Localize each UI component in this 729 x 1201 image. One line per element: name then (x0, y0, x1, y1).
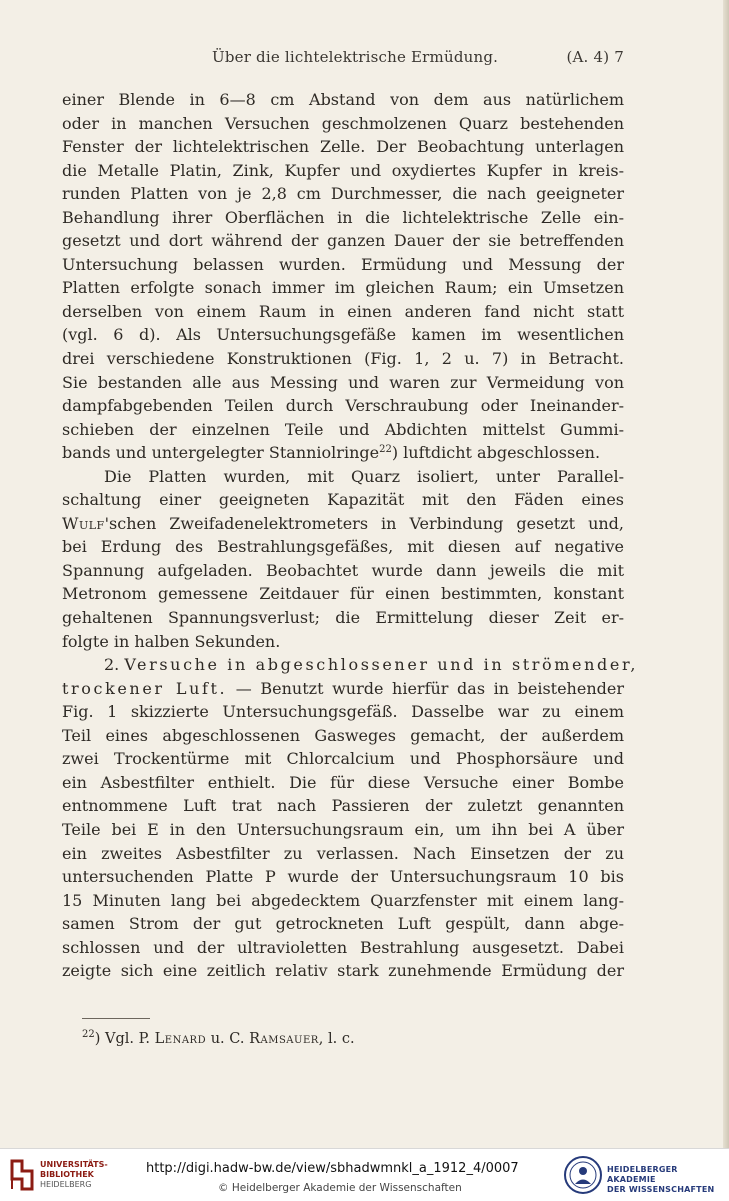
text-line: schlossen und der ultravioletten Bestrahlung ausgesetzt. Dabei (62, 937, 624, 957)
text-line: folgte in halben Sekunden. (62, 631, 281, 651)
text-line: Platten erfolgte sonach immer im gleichen Raum; ein Umsetzen (62, 278, 624, 298)
author-name: Wulf (62, 513, 105, 533)
text-line: 15 Minuten lang bei abgedecktem Quarzfenster mit einem lang- (62, 890, 624, 910)
text-line: schaltung einer geeigneten Kapazität mit den Fäden eines (62, 490, 624, 510)
academy-line: HEIDELBERGER AKADEMIE (607, 1165, 678, 1184)
text-line: bei Erdung des Bestrahlungsgefäßes, mit diesen auf negative (62, 537, 624, 557)
footnote-ref: 22 (379, 444, 392, 456)
text-line: dampfabgebenden Teilen durch Verschraubung oder Ineinander- (62, 396, 624, 416)
university-library-name (40, 1160, 108, 1190)
footnote-text: u. C. (206, 1031, 250, 1047)
section-heading: Versuche in abgeschlossener und in strömender, (124, 655, 639, 675)
text-line: Fenster der lichtelektrischen Zelle. Der Beobachtung unterlagen (62, 137, 624, 157)
text-segment: ) luftdicht abgeschlossen. (391, 443, 601, 463)
university-library-logo-icon (8, 1157, 36, 1193)
running-head (62, 48, 624, 70)
academy-name (607, 1165, 729, 1195)
text-line: entnommene Luft trat nach Passieren der zuletzt genannten (62, 796, 624, 816)
academy-line: DER WISSENSCHAFTEN (607, 1185, 715, 1194)
text-segment: bands und untergelegter Stanniolringe (62, 443, 380, 463)
text-line: Sie bestanden alle aus Messing und waren zur Vermeidung von (62, 372, 624, 392)
text-line: Teile bei E in den Untersuchungsraum ein, um ihn bei A über (62, 819, 624, 839)
library-line: HEIDELBERG (40, 1180, 92, 1189)
text-line: ein zweites Asbestfilter zu verlassen. Nach Einsetzen der zu (62, 843, 624, 863)
digitization-footer (0, 1148, 729, 1201)
source-url-link[interactable]: http://digi.hadw-bw.de/view/sbhadwmnkl_a_1912_4/0007 (146, 1161, 519, 1176)
section-heading-line (62, 653, 639, 677)
text-segment: — Benutzt wurde hierfür das in beistehender (227, 678, 624, 698)
text-line: Behandlung ihrer Oberflächen in die lichtelektrische Zelle ein- (62, 207, 624, 227)
text-line: die Metalle Platin, Zink, Kupfer und oxydiertes Kupfer in kreis- (62, 160, 624, 180)
text-line: Die Platten wurden, mit Quarz isoliert, unter Parallel- (104, 466, 624, 486)
text-line: oder in manchen Versuchen geschmolzenen Quarz bestehenden (62, 113, 624, 133)
text-line: ein Asbestfilter enthielt. Die für diese Versuche einer Bombe (62, 772, 624, 792)
section-heading: trockener Luft. (62, 678, 228, 698)
text-line: derselben von einem Raum in einen anderen fand nicht statt (62, 301, 624, 321)
footnote-text: ) Vgl. P. (94, 1031, 155, 1047)
text-line: zeigte sich eine zeitlich relativ stark zunehmende Ermüdung der (62, 961, 624, 981)
body-text (62, 88, 639, 983)
page-edge (723, 0, 729, 1148)
author-name: Ramsauer (249, 1031, 319, 1047)
text-line: gesetzt und dort während der ganzen Dauer der sie betreffenden (62, 231, 624, 251)
text-line: einer Blende in 6—8 cm Abstand von dem aus natürlichem (62, 90, 624, 109)
running-title: Über die lichtelektrische Ermüdung. (212, 48, 499, 66)
library-line: BIBLIOTHEK (40, 1170, 94, 1179)
page-number: (A. 4) 7 (566, 48, 624, 66)
copyright-notice: © Heidelberger Akademie der Wissenschaften (218, 1182, 462, 1194)
text-line: untersuchenden Platte P wurde der Untersuchungsraum 10 bis (62, 867, 624, 887)
text-line (62, 512, 624, 536)
footnote-rule (82, 1018, 150, 1019)
footnote (82, 1031, 622, 1047)
text-line: drei verschiedene Konstruktionen (Fig. 1, 2 u. 7) in Betracht. (62, 349, 624, 369)
text-segment: 'schen Zweifadenelektrometers in Verbindung gesetzt und, (104, 513, 624, 533)
text-line: gehaltenen Spannungsverlust; die Ermittelung dieser Zeit er- (62, 608, 624, 628)
text-line: (vgl. 6 d). Als Untersuchungsgefäße kamen im wesentlichen (62, 325, 624, 345)
library-line: UNIVERSITÄTS- (40, 1160, 108, 1169)
text-line: schieben der einzelnen Teile und Abdichten mittelst Gummi- (62, 419, 624, 439)
academy-seal-icon (563, 1155, 603, 1195)
text-line: Spannung aufgeladen. Beobachtet wurde dann jeweils die mit (62, 560, 624, 580)
text-line: Fig. 1 skizzierte Untersuchungsgefäß. Dasselbe war zu einem (62, 702, 624, 722)
text-line: zwei Trockentürme mit Chlorcalcium und Phosphorsäure und (62, 749, 624, 769)
text-line: Untersuchung belassen wurden. Ermüdung und Messung der (62, 254, 624, 274)
footnote-number: 22 (82, 1029, 95, 1040)
text-line: Teil eines abgeschlossenen Gasweges gemacht, der außerdem (62, 725, 624, 745)
footnote-text: , l. c. (318, 1031, 355, 1047)
text-line: Metronom gemessene Zeitdauer für einen bestimmten, konstant (62, 584, 624, 604)
author-name: Lenard (154, 1031, 207, 1047)
text-line (62, 441, 624, 465)
text-line (62, 677, 624, 701)
text-line: samen Strom der gut getrockneten Luft gespült, dann abge- (62, 914, 624, 934)
text-line: runden Platten von je 2,8 cm Durchmesser, die nach geeigneter (62, 184, 624, 204)
section-number: 2. (104, 655, 120, 675)
